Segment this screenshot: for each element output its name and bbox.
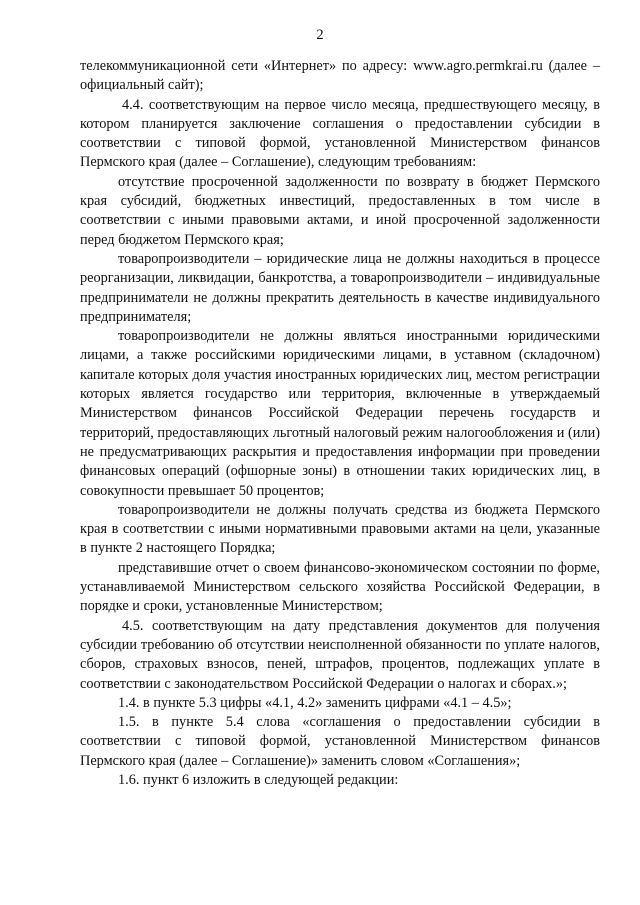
page-number: 2 [316,27,324,43]
paragraph-no-reorganization: товаропроизводители – юридические лица не должны находиться в процессе реорганизации, ликвидации, банкротства, а товаропроизводители – индивидуальные предприниматели не должны прекратить деятельность в качестве индивидуального предпринимателя; [80,250,600,325]
paragraph-no-other-funds: товаропроизводители не должны получать средства из бюджета Пермского края в соответствии с иными нормативными правовыми актами на цели, указанные в пункте 2 настоящего Порядка; [80,501,600,557]
paragraph-financial-report: представившие отчет о своем финансово-экономическом состоянии по форме, устанавливаемой Министерством сельского хозяйства Российской Федерации, в порядке и сроки, установленные Министерством; [80,559,600,615]
paragraph-4-5: 4.5. соответствующим на дату представления документов для получения субсидии требованию об отсутствии неисполненной обязанности по уплате налогов, сборов, страховых взносов, пеней, штрафов, процентов, подлежащих уплате в соответствии с законодательством Российской Федерации о налогах и сборах.»; [80,617,600,692]
paragraph-4-4: 4.4. соответствующим на первое число месяца, предшествующего месяцу, в котором планируется заключение соглашения о предоставлении субсидии в соответствии с типовой формой, установленной Министерством финансов Пермского края (далее – Соглашение), следующим требованиям: [80,96,600,171]
paragraph-1-5: 1.5. в пункте 5.4 слова «соглашения о предоставлении субсидии в соответствии с типовой формой, установленной Министерством финансов Пермского края (далее – Соглашение)» заменить словом «Соглашения»; [80,714,600,769]
paragraph-1-6: 1.6. пункт 6 изложить в следующей редакции: [118,771,399,788]
paragraph-1-4: 1.4. в пункте 5.3 цифры «4.1, 4.2» заменить цифрами «4.1 – 4.5»; [118,694,512,711]
document-body [80,57,600,790]
paragraph-website: телекоммуникационной сети «Интернет» по адресу: www.agro.permkrai.ru (далее – официальный сайт); [80,58,600,94]
paragraph-not-foreign: товаропроизводители не должны являться иностранными юридическими лицами, а также российскими юридическими лицами, в уставном (складочном) капитале которых доля участия иностранных юридических лиц, местом регистрации которых является государство или территория, включенные в утверждаемый Министерством финансов Российской Федерации перечень государств и территорий, предоставляющих льготный налоговый режим налогообложения и (или) не предусматривающих раскрытия и предоставления информации при проведении финансовых операций (офшорные зоны) в отношении таких юридических лиц, в совокупности превышает 50 процентов; [80,328,600,499]
paragraph-no-debt: отсутствие просроченной задолженности по возврату в бюджет Пермского края субсидий, бюджетных инвестиций, предоставленных в том числе в соответствии с иными правовыми актами, и иной просроченной задолженности перед бюджетом Пермского края; [80,173,600,248]
